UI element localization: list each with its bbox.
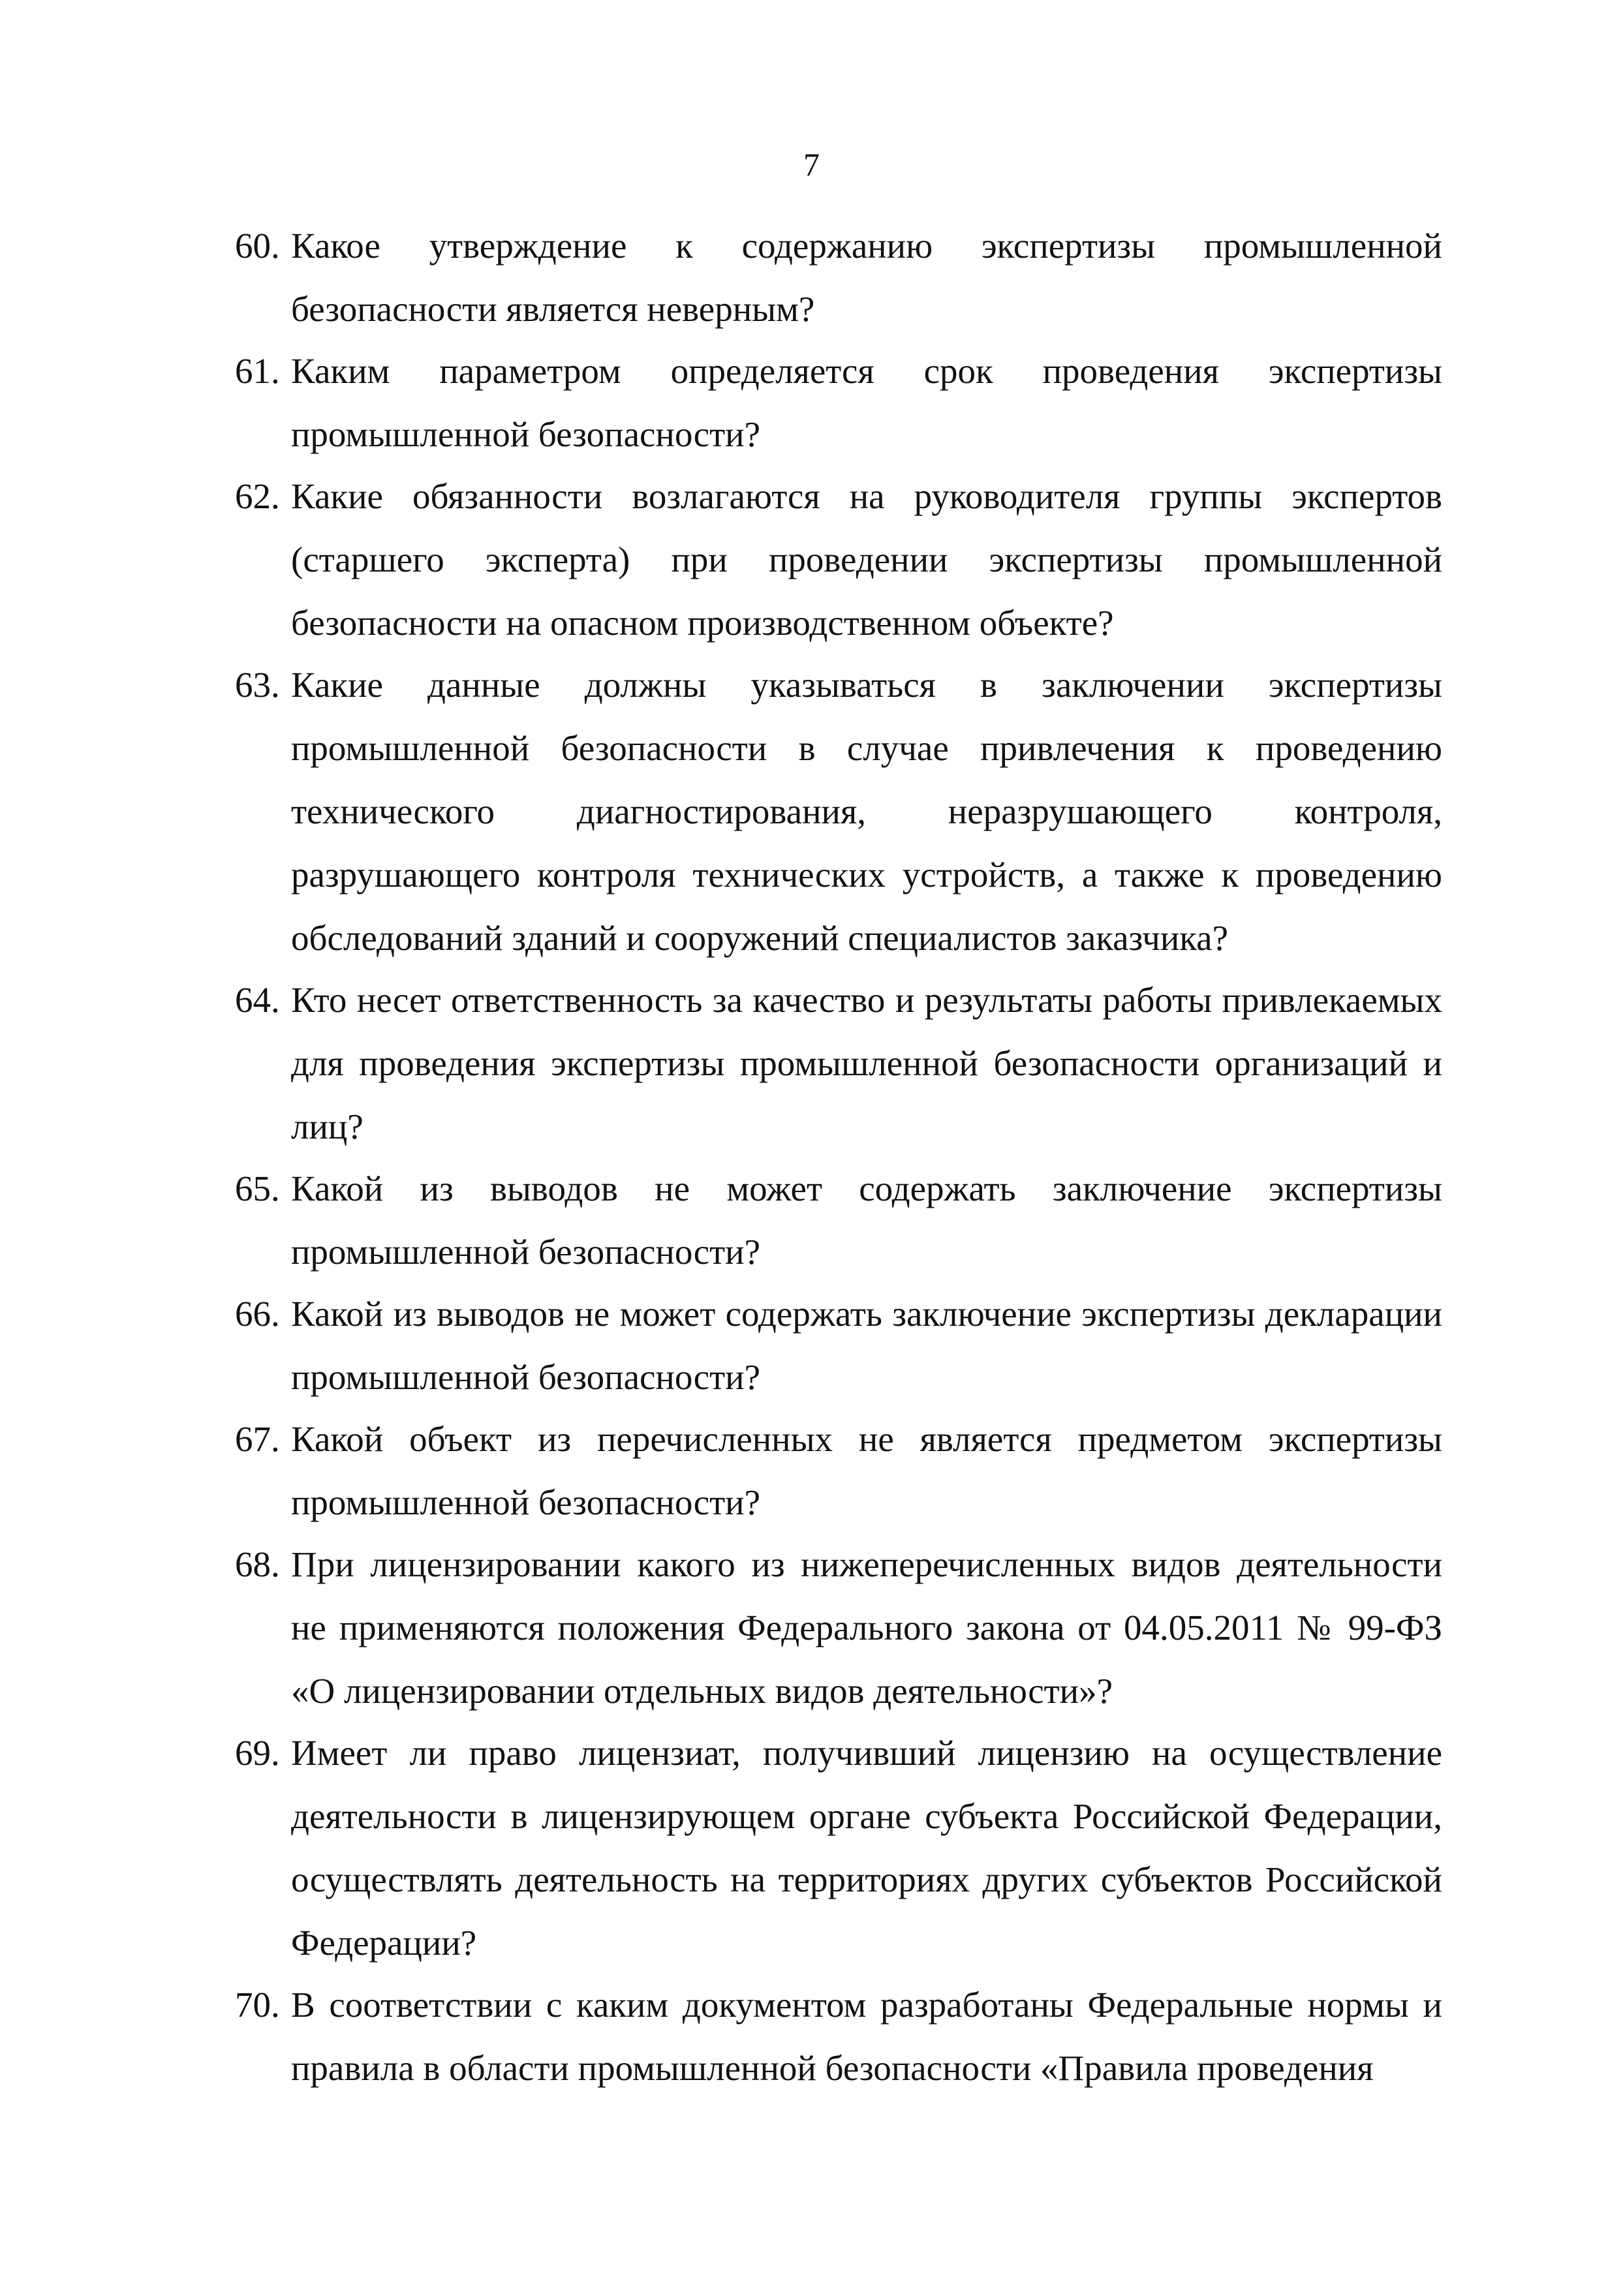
question-text: Какой из выводов не может содержать заключение экспертизы промышленной безопасности? — [291, 1169, 1442, 1272]
question-number: 60. — [235, 226, 280, 266]
question-text: Кто несет ответственность за качество и результаты работы привлекаемых для проведения экспертизы промышленной безопасности организаций и лиц? — [291, 980, 1442, 1146]
question-text: Какой из выводов не может содержать заключение экспертизы декларации промышленной безопасности? — [291, 1294, 1442, 1397]
question-item-60 — [235, 214, 1442, 341]
question-number: 64. — [235, 980, 280, 1020]
question-number: 66. — [235, 1294, 280, 1334]
question-item-70 — [235, 1973, 1442, 2100]
question-number: 65. — [235, 1169, 280, 1208]
question-text: Какие данные должны указываться в заключении экспертизы промышленной безопасности в случае привлечения к проведению технического диагностирования, неразрушающего контроля, разрушающего контроля технических устройств, а также к проведению обследований зданий и сооружений специалистов заказчика? — [291, 665, 1442, 958]
question-text: Каким параметром определяется срок проведения экспертизы промышленной безопасности? — [291, 351, 1442, 454]
question-number: 70. — [235, 1985, 280, 2025]
question-text: Какой объект из перечисленных не является предметом экспертизы промышленной безопасности? — [291, 1419, 1442, 1522]
question-item-62 — [235, 465, 1442, 654]
question-item-69 — [235, 1721, 1442, 1974]
question-number: 68. — [235, 1544, 280, 1584]
question-item-67 — [235, 1407, 1442, 1534]
question-item-63 — [235, 653, 1442, 970]
question-number: 67. — [235, 1419, 280, 1459]
question-text: Какие обязанности возлагаются на руководителя группы экспертов (старшего эксперта) при проведении экспертизы промышленной безопасности на опасном производственном объекте? — [291, 476, 1442, 643]
question-item-65 — [235, 1157, 1442, 1283]
question-text: Имеет ли право лицензиат, получивший лицензию на осуществление деятельности в лицензирующем органе субъекта Российской Федерации, осуществлять деятельность на территориях других субъектов Российской Федерации? — [291, 1733, 1442, 1963]
question-list — [235, 214, 1442, 2100]
question-number: 62. — [235, 476, 280, 516]
question-item-66 — [235, 1282, 1442, 1409]
question-number: 61. — [235, 351, 280, 391]
question-text: При лицензировании какого из нижеперечисленных видов деятельности не применяются положения Федерального закона от 04.05.2011 № 99-ФЗ «О лицензировании отдельных видов деятельности»? — [291, 1544, 1442, 1711]
question-item-61 — [235, 339, 1442, 466]
question-number: 69. — [235, 1733, 280, 1773]
question-item-68 — [235, 1533, 1442, 1722]
page-number: 7 — [803, 146, 820, 183]
question-item-64 — [235, 968, 1442, 1158]
question-text: Какое утверждение к содержанию экспертизы промышленной безопасности является неверным? — [291, 226, 1442, 329]
question-number: 63. — [235, 665, 280, 705]
question-text: В соответствии с каким документом разработаны Федеральные нормы и правила в области промышленной безопасности «Правила проведения — [291, 1985, 1442, 2088]
